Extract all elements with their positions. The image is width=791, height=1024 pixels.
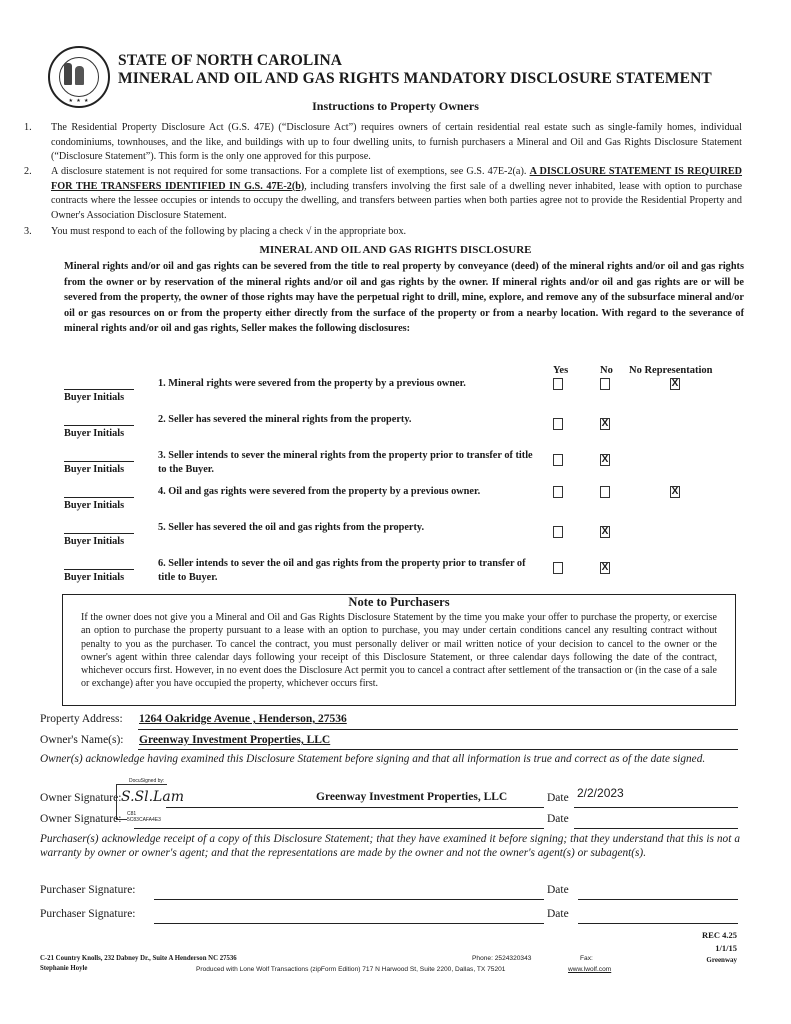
checkbox-yes[interactable] [553,486,563,498]
instruction-item-2 [24,165,742,223]
disclosure-row [64,516,764,550]
instruction-text-part: A disclosure statement is not required for some transactions. For a complete list of exemptions, see G.S. 47E-2(a). [51,166,530,177]
purchaser-date-label-2: Date [547,908,569,920]
buyer-initials-label: Buyer Initials [64,392,125,403]
buyer-initials-label: Buyer Initials [64,428,125,439]
instruction-text [51,165,742,223]
owner-signature-label-1: Owner Signature: [40,792,122,804]
owner-date-label-2: Date [547,813,569,825]
owner-name-label: Owner's Name(s): [40,734,124,746]
disclosure-question: 4. Oil and gas rights were severed from the property by a previous owner. [158,486,481,497]
purchaser-date-field-1[interactable] [578,899,738,900]
checkbox-no[interactable]: X [601,418,609,429]
owner-signature-field-2[interactable] [134,828,544,829]
owner-date-line-1 [574,807,738,808]
document-title: MINERAL AND OIL AND GAS RIGHTS MANDATORY DISCLOSURE STATEMENT [118,70,712,87]
footer-agent: Stephanie Hoyle [40,965,88,972]
instruction-text: The Residential Property Disclosure Act (G.S. 47E) (“Disclosure Act”) requires owners of certain residential real estate such as single-family homes, individual condominiums, townhouses, and the like, and buildings with up to four dwelling units, to furnish purchasers a Mineral and Oil and Gas Rights Disclosure Statement (“Disclosure Statement”). This form is the only one approved for this purpose. [51,122,742,162]
checkbox-no-rep[interactable]: X [671,486,679,497]
owner-date-field-2[interactable] [574,828,738,829]
purchaser-signature-field-1[interactable] [154,899,544,900]
checkbox-no[interactable]: X [601,454,609,465]
owner-name-field[interactable]: Greenway Investment Properties, LLC [139,734,331,746]
docusign-stamp-id: C81 5C83CAFA4E3 [127,811,167,823]
checkbox-no[interactable] [600,378,610,390]
instruction-item-1 [24,121,742,165]
property-address-field[interactable]: 1264 Oakridge Avenue , Henderson, 27536 [139,713,347,725]
nc-state-seal-icon: ★ ★ ★ [48,46,110,108]
checkbox-no-rep[interactable]: X [671,378,679,389]
note-text: If the owner does not give you a Mineral and Oil and Gas Rights Disclosure Statement by the time you make your offer to purchase the property, or exercise an option to purchase the property pursuant to a lease with an option to purchase, you may under certain conditions cancel any resulting contract without penalty to you as the purchaser. To cancel the contract, you must personally deliver or mail written notice of your decision to cancel to the owner or the owner's agent within three calendar days following your receipt of this Disclosure Statement, or three calendar days following the date of the contract, whichever occurs first. However, in no event does the Disclosure Act permit you to cancel a contract after settlement of the transaction or (in the case of a sale or exchange) after you have occupied the property, whichever occurs first. [81,612,717,690]
footer-fax: Fax: [580,955,593,962]
purchaser-date-field-2[interactable] [578,923,738,924]
buyer-initials-field[interactable] [64,497,134,498]
checkbox-yes[interactable] [553,418,563,430]
disclosure-row [64,444,764,478]
owner-signature-label-2: Owner Signature: [40,813,122,825]
buyer-initials-label: Buyer Initials [64,572,125,583]
disclosure-question: 1. Mineral rights were severed from the property by a previous owner. [158,378,466,389]
disclosure-question: 5. Seller has severed the oil and gas rights from the property. [158,522,425,533]
purchaser-signature-label-2: Purchaser Signature: [40,908,136,920]
note-heading: Note to Purchasers [348,595,450,609]
instruction-text: You must respond to each of the following by placing a check √ in the appropriate box. [51,226,407,237]
instructions-heading: Instructions to Property Owners [312,99,479,113]
property-address-line [138,729,738,730]
signature-script: S.Sl.Lam [121,789,184,805]
purchaser-acknowledgement: Purchaser(s) acknowledge receipt of a copy of this Disclosure Statement; that they have examined it before signing; that they understand that this is not a warranty by owner or owner's agent; and that the representations are made by the owner and not the owner's agent(s) or subagent(s). [40,833,740,859]
buyer-initials-field[interactable] [64,533,134,534]
docusign-stamp-header: DocuSigned by: [129,778,165,784]
owner-acknowledgement: Owner(s) acknowledge having examined this Disclosure Statement before signing and that all information is true and correct as of the date signed. [40,753,706,765]
column-header-no-representation: No Representation [629,365,713,376]
buyer-initials-label: Buyer Initials [64,500,125,511]
footer-phone: Phone: 2524320343 [472,955,532,962]
buyer-initials-field[interactable] [64,425,134,426]
column-header-no: No [600,365,613,376]
purchaser-signature-field-2[interactable] [154,923,544,924]
disclosure-row [64,480,764,514]
disclosure-question: 2. Seller has severed the mineral rights from the property. [158,414,412,425]
buyer-initials-field[interactable] [64,461,134,462]
form-date: 1/1/15 [715,943,737,953]
document-title-state: STATE OF NORTH CAROLINA [118,52,343,69]
buyer-initials-label: Buyer Initials [64,464,125,475]
checkbox-no[interactable]: X [601,526,609,537]
checkbox-yes[interactable] [553,378,563,390]
footer-link[interactable]: www.lwolf.com [568,966,612,973]
disclosure-row [64,408,764,442]
purchaser-signature-label-1: Purchaser Signature: [40,884,136,896]
column-header-yes: Yes [553,365,569,376]
instruction-number: 2. [24,166,32,177]
footer-office: C-21 Country Knolls, 232 Dabney Dr., Suite A Henderson NC 27536 [40,955,237,962]
checkbox-no[interactable]: X [601,562,609,573]
disclosure-question: 6. Seller intends to sever the oil and gas rights from the property prior to transfer of title to Buyer. [158,558,526,583]
disclosure-row [64,552,764,586]
checkbox-yes[interactable] [553,454,563,466]
disclosure-heading: MINERAL AND OIL AND GAS RIGHTS DISCLOSURE [259,244,532,256]
docusign-signature-stamp[interactable] [116,778,184,823]
instruction-text-part: , including transfers involving the first sale of a dwelling never inhabited, lease with option to purchase contracts where the lessee occupies or intends to occupy the dwelling, and transfers between parties when both parties agree not to provide the Residential Property and Owner's Association Disclosure Statement. [51,180,742,221]
checkbox-no[interactable] [600,486,610,498]
buyer-initials-field[interactable] [64,569,134,570]
form-code: REC 4.25 [702,930,737,940]
property-address-label: Property Address: [40,713,123,725]
disclosure-question: 3. Seller intends to sever the mineral rights from the property prior to transfer of title to the Buyer. [158,450,533,475]
owner-date-label-1: Date [547,792,569,804]
checkbox-yes[interactable] [553,526,563,538]
owner-signature-name-1[interactable]: Greenway Investment Properties, LLC [316,791,508,803]
disclosure-row [64,372,764,406]
footer-produced-with: Produced with Lone Wolf Transactions (zipForm Edition) 717 N Harwood St, Suite 2200, Dallas, TX 75201 [196,966,506,973]
owner-date-field-1[interactable]: 2/2/2023 [577,786,624,800]
checkbox-yes[interactable] [553,562,563,574]
instruction-number: 1. [24,122,32,133]
owner-signature-line-1 [166,807,544,808]
owner-name-line [138,749,738,750]
buyer-initials-field[interactable] [64,389,134,390]
disclosure-intro: Mineral rights and/or oil and gas rights can be severed from the title to real property by conveyance (deed) of the mineral rights and/or oil and gas rights from the owner or by reservation of the mineral rights and/or oil and gas rights by the owner. If mineral rights and/or oil and gas rights are or will be severed from the property, the owner of those rights may have the perpetual right to drill, mine, explore, and remove any of the subsurface mineral and/or oil or gas resources on or from the property either directly from the surface of the property or from a nearby location. With regard to the severance of mineral rights and/or oil and gas rights, Seller makes the following disclosures: [64,261,744,334]
form-reference: Greenway [706,956,737,964]
buyer-initials-label: Buyer Initials [64,536,125,547]
statute-reference: A DISCLOSURE STATEMENT IS REQUIRED FOR THE TRANSFERS IDENTIFIED IN G.S. 47E-2(b) [51,166,743,192]
instruction-number: 3. [24,226,32,237]
purchaser-date-label-1: Date [547,884,569,896]
note-to-purchasers-box [62,594,736,706]
instruction-item-3 [24,225,742,240]
